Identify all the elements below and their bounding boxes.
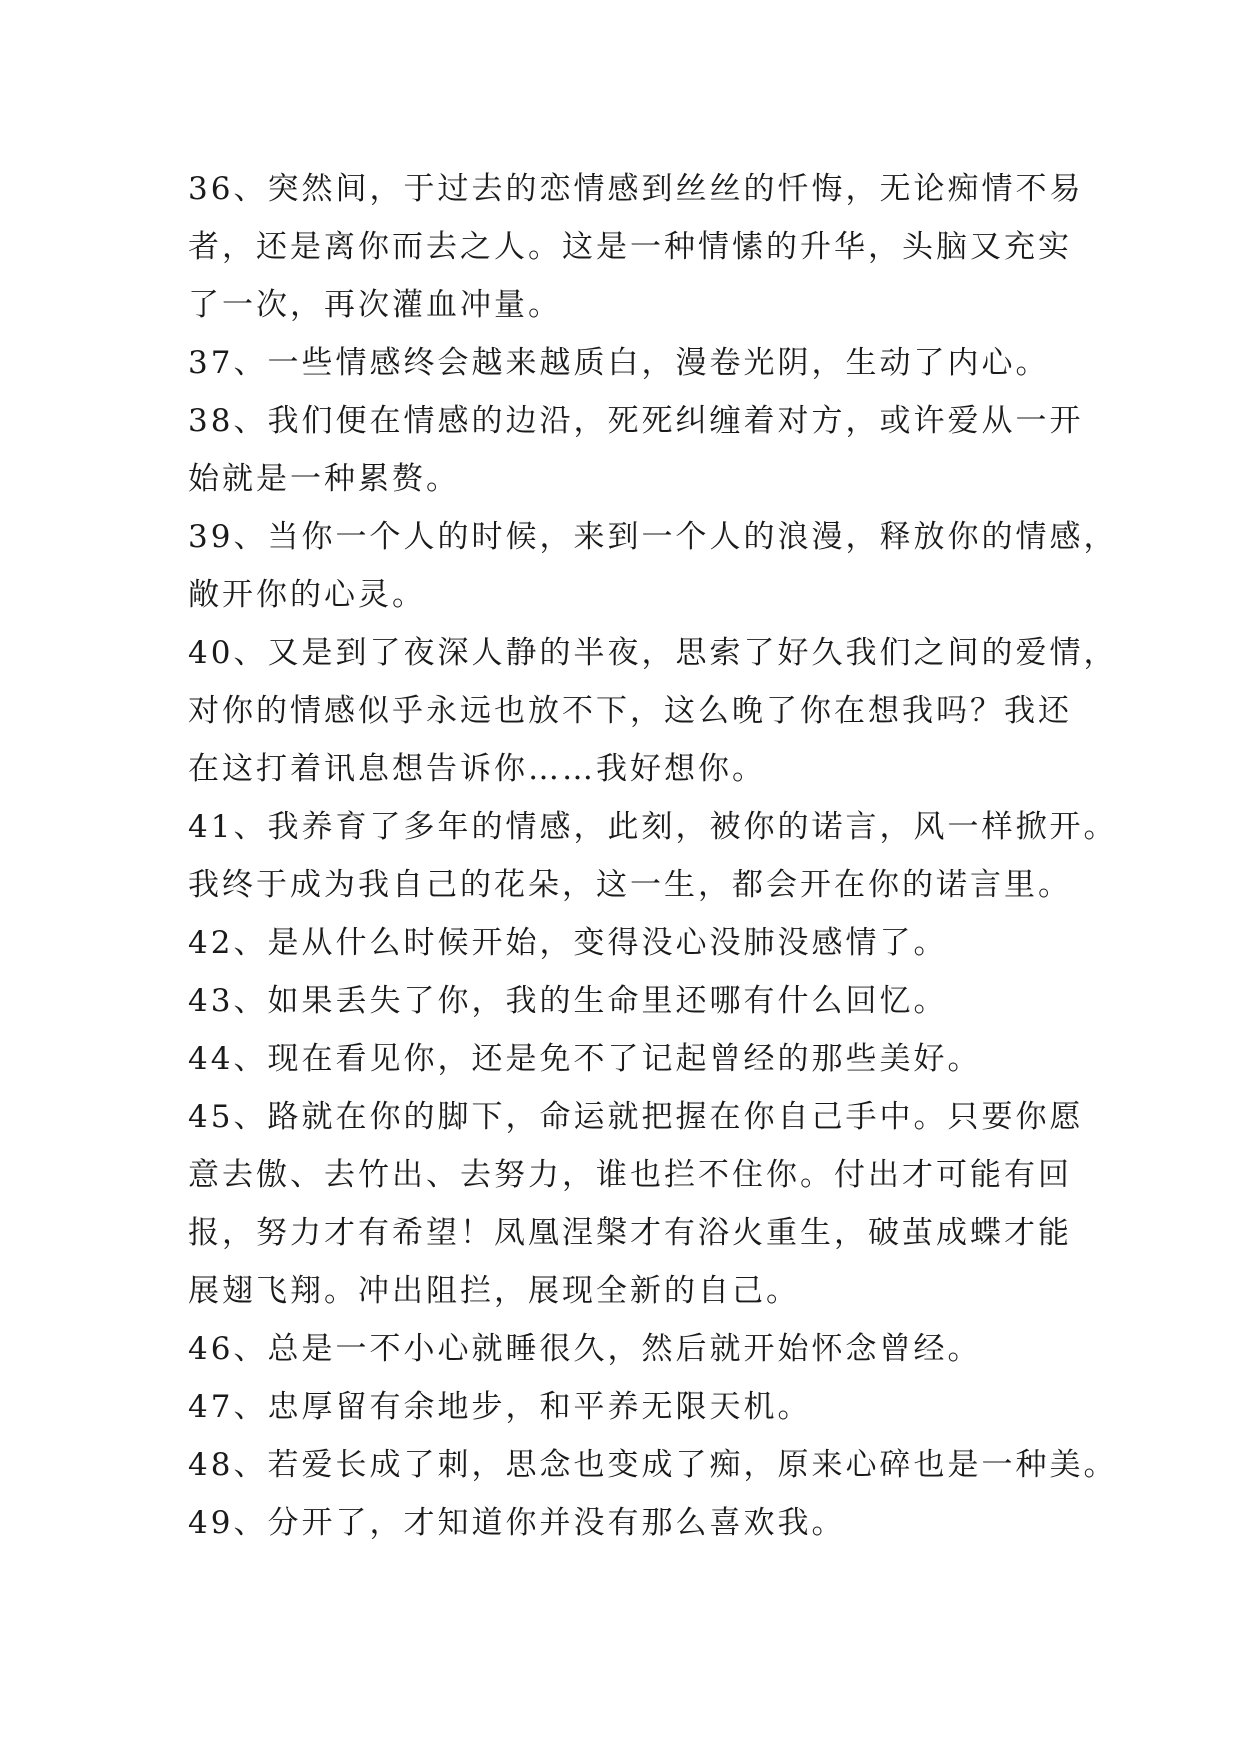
entry-39 xyxy=(188,508,1118,624)
entry-41 xyxy=(188,798,1118,914)
text-line: 敞开你的心灵。 xyxy=(188,577,426,613)
entry-46 xyxy=(188,1320,1068,1378)
text-line: 展翅飞翔。冲出阻拦，展现全新的自己。 xyxy=(188,1273,800,1309)
entry-45 xyxy=(188,1088,1084,1320)
text-line: 47、忠厚留有余地步，和平养无限天机。 xyxy=(188,1389,812,1425)
text-line: 对你的情感似乎永远也放不下，这么晚了你在想我吗？我还 xyxy=(188,693,1072,729)
text-line: 我终于成为我自己的花朵，这一生，都会开在你的诺言里。 xyxy=(188,867,1072,903)
text-line: 了一次，再次灌血冲量。 xyxy=(188,287,562,323)
document-body xyxy=(188,160,1118,1552)
entry-44 xyxy=(188,1030,1068,1088)
text-line: 43、如果丢失了你，我的生命里还哪有什么回忆。 xyxy=(188,983,948,1019)
text-line: 40、又是到了夜深人静的半夜，思索了好久我们之间的爱情， xyxy=(188,635,1118,671)
entry-38 xyxy=(188,392,1084,508)
text-line: 报，努力才有希望！凤凰涅槃才有浴火重生，破茧成蝶才能 xyxy=(188,1215,1072,1251)
entry-49 xyxy=(188,1494,1068,1552)
text-line: 者，还是离你而去之人。这是一种情愫的升华，头脑又充实 xyxy=(188,229,1072,265)
entry-40 xyxy=(188,624,1118,798)
text-line: 42、是从什么时候开始，变得没心没肺没感情了。 xyxy=(188,925,948,961)
text-line: 38、我们便在情感的边沿，死死纠缠着对方，或许爱从一开 xyxy=(188,403,1084,439)
text-line: 45、路就在你的脚下，命运就把握在你自己手中。只要你愿 xyxy=(188,1099,1084,1135)
text-line: 48、若爱长成了刺，思念也变成了痴，原来心碎也是一种美。 xyxy=(188,1447,1118,1483)
text-line: 44、现在看见你，还是免不了记起曾经的那些美好。 xyxy=(188,1041,982,1077)
entry-48 xyxy=(188,1436,1118,1494)
entry-42 xyxy=(188,914,1068,972)
entry-43 xyxy=(188,972,1068,1030)
text-line: 37、一些情感终会越来越质白，漫卷光阴，生动了内心。 xyxy=(188,345,1050,381)
text-line: 意去傲、去竹出、去努力，谁也拦不住你。付出才可能有回 xyxy=(188,1157,1072,1193)
text-line: 46、总是一不小心就睡很久，然后就开始怀念曾经。 xyxy=(188,1331,982,1367)
text-line: 49、分开了，才知道你并没有那么喜欢我。 xyxy=(188,1505,846,1541)
text-line: 41、我养育了多年的情感，此刻，被你的诺言，风一样掀开。 xyxy=(188,809,1118,845)
text-line: 始就是一种累赘。 xyxy=(188,461,460,497)
text-line: 39、当你一个人的时候，来到一个人的浪漫，释放你的情感， xyxy=(188,519,1118,555)
text-line: 在这打着讯息想告诉你……我好想你。 xyxy=(188,751,766,787)
text-line: 36、突然间，于过去的恋情感到丝丝的忏悔，无论痴情不易 xyxy=(188,171,1084,207)
entry-36 xyxy=(188,160,1084,334)
entry-37 xyxy=(188,334,1068,392)
entry-47 xyxy=(188,1378,1068,1436)
